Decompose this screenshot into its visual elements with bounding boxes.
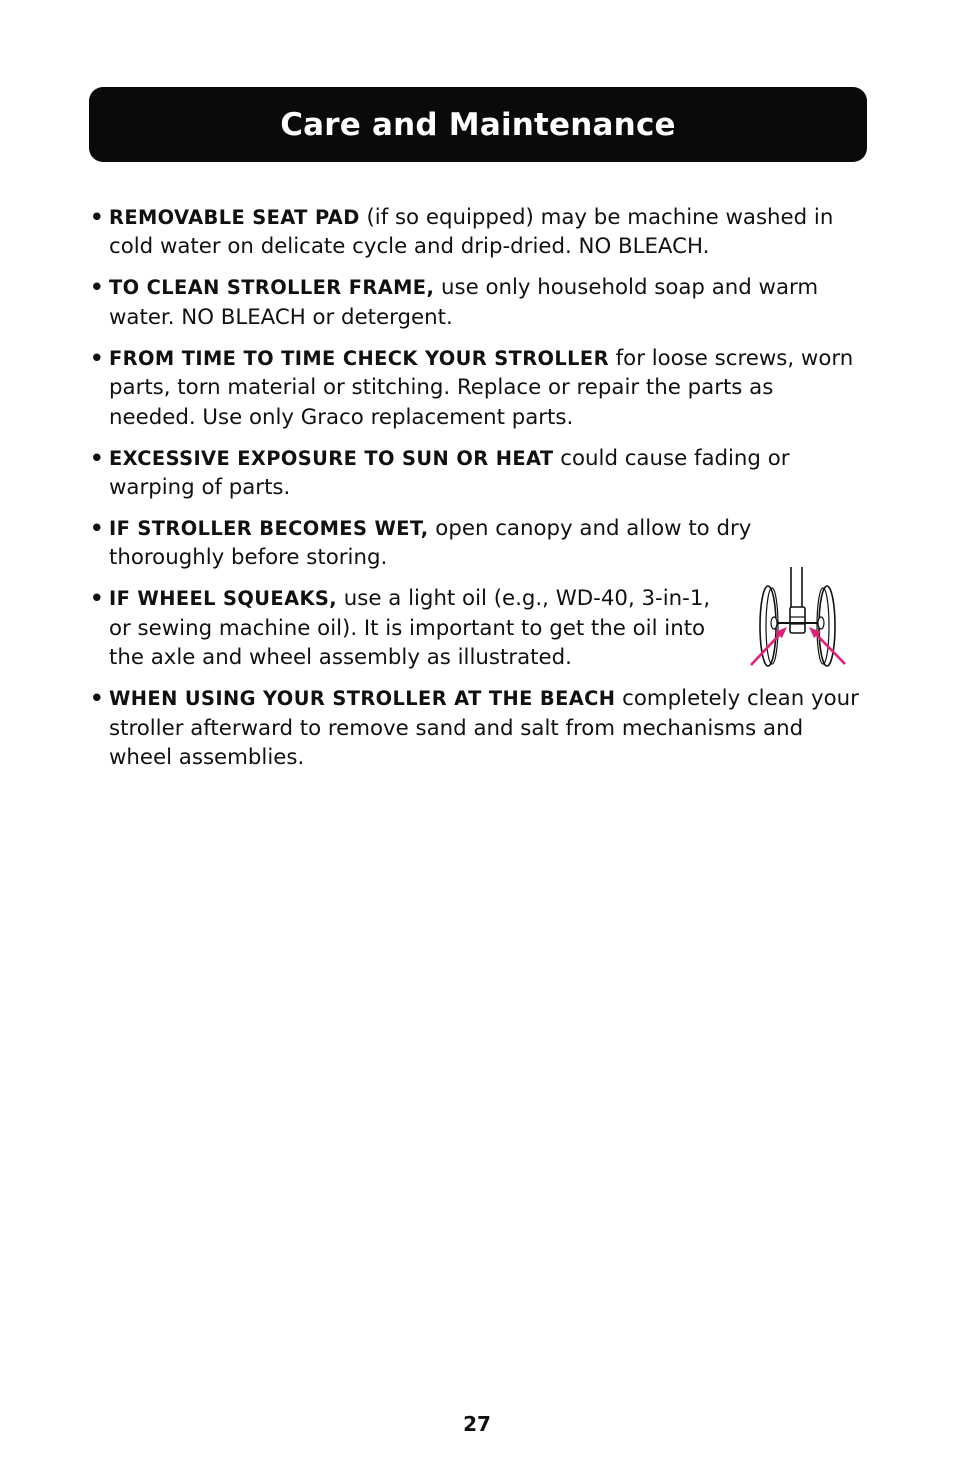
bullet: •: [90, 516, 104, 542]
item-heading: EXCESSIVE EXPOSURE TO SUN OR HEAT: [109, 446, 554, 470]
list-item-sun-heat: [90, 444, 860, 503]
title-banner: [89, 87, 867, 162]
bullet: •: [90, 445, 104, 471]
bullet: •: [90, 275, 104, 301]
item-text: open canopy and allow to dry thoroughly before storing.: [109, 516, 752, 571]
item-text: (if so equipped) may be machine washed in cold water on delicate cycle and drip-dried. NO BLEACH.: [109, 205, 834, 260]
bullet: •: [90, 345, 104, 371]
item-text: use a light oil (e.g., WD-40, 3-in-1, or sewing machine oil). It is important to get the oil into the axle and wheel assembly as illustrated.: [109, 586, 711, 671]
care-instructions-list: [90, 203, 860, 784]
axle-housing: [790, 607, 805, 633]
bullet: •: [90, 205, 104, 230]
list-item-beach: [90, 684, 860, 772]
item-heading: IF WHEEL SQUEAKS,: [109, 587, 338, 611]
right-wheel-icon: [817, 586, 835, 666]
wheel-axle-oil-illustration: [747, 563, 849, 669]
list-item-wet: [90, 514, 860, 573]
list-item-check-stroller: [90, 344, 860, 432]
page-title: Care and Maintenance: [280, 106, 676, 143]
page-number: 27: [463, 1412, 491, 1436]
item-heading: WHEN USING YOUR STROLLER AT THE BEACH: [109, 687, 616, 711]
stroller-leg: [791, 567, 802, 607]
item-text: completely clean your stroller afterward to remove sand and salt from mechanisms and wheel assemblies.: [109, 686, 859, 771]
item-text: could cause fading or warping of parts.: [109, 445, 790, 501]
list-item-seat-pad: [90, 203, 860, 262]
item-heading: FROM TIME TO TIME CHECK YOUR STROLLER: [109, 346, 609, 370]
item-text: use only household soap and warm water. NO BLEACH or detergent.: [109, 275, 819, 330]
item-heading: REMOVABLE SEAT PAD: [109, 206, 360, 229]
item-text: for loose screws, worn parts, torn material or stitching. Replace or repair the parts as needed. Use only Graco replacement parts.: [109, 345, 854, 430]
bullet: •: [90, 586, 104, 612]
bullet: •: [90, 686, 104, 712]
item-heading: TO CLEAN STROLLER FRAME,: [109, 276, 435, 300]
item-heading: IF STROLLER BECOMES WET,: [109, 517, 429, 541]
list-item-wheel-squeaks: [90, 584, 860, 672]
list-item-clean-frame: [90, 273, 860, 332]
